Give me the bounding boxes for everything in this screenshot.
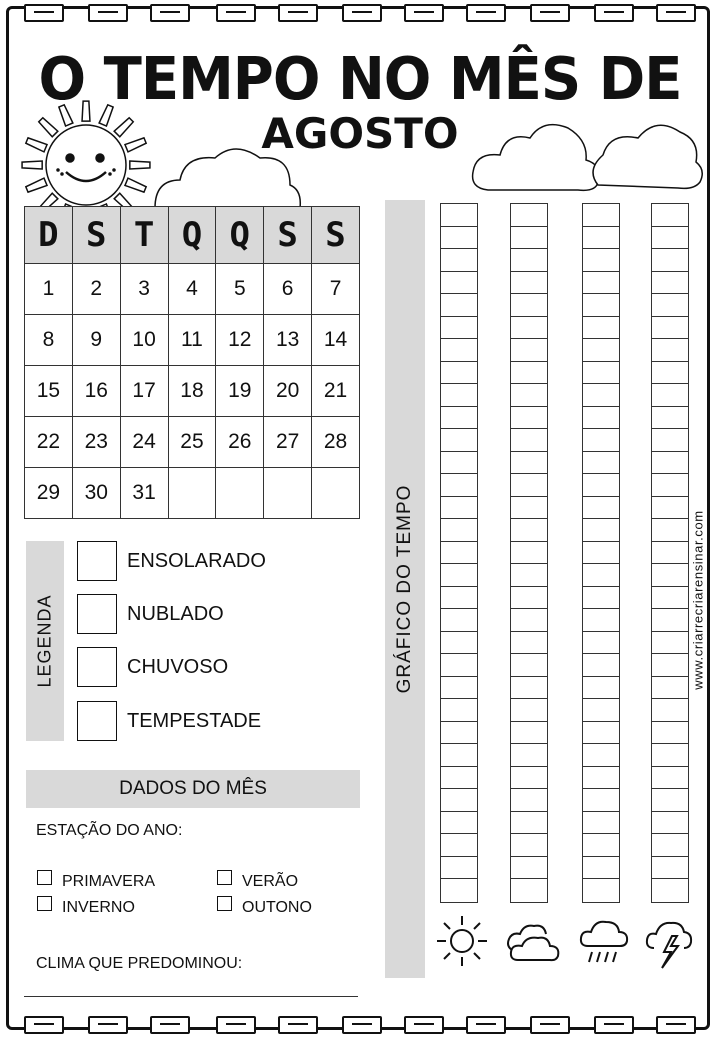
graph-cell[interactable] <box>583 474 619 497</box>
graph-cell[interactable] <box>583 519 619 542</box>
graph-cell[interactable] <box>441 542 477 565</box>
graph-cell[interactable] <box>441 857 477 880</box>
graph-cell[interactable] <box>652 519 688 542</box>
outono-label: OUTONO <box>242 899 312 916</box>
graph-cell[interactable] <box>511 407 547 430</box>
calendar-day-cell[interactable]: 23 <box>72 417 120 468</box>
graph-cell[interactable] <box>441 272 477 295</box>
graph-cell[interactable] <box>583 767 619 790</box>
graph-cell[interactable] <box>652 317 688 340</box>
calendar-day-cell[interactable]: 12 <box>216 315 264 366</box>
legend-label: TEMPESTADE <box>127 710 262 732</box>
graph-column-cloud <box>510 203 548 903</box>
graph-cell[interactable] <box>511 227 547 250</box>
binder-clip <box>24 4 64 22</box>
graph-cell[interactable] <box>652 879 688 902</box>
website-watermark: www.criarrecriarensinar.com <box>690 510 706 690</box>
graph-cell[interactable] <box>511 339 547 362</box>
graph-cell[interactable] <box>511 744 547 767</box>
calendar-day-cell[interactable]: 26 <box>216 417 264 468</box>
weekday-header: Q <box>168 207 216 264</box>
graph-cell[interactable] <box>583 452 619 475</box>
graph-cell[interactable] <box>441 339 477 362</box>
calendar-day-cell[interactable]: 22 <box>25 417 73 468</box>
calendar-day-cell[interactable]: 24 <box>120 417 168 468</box>
graph-cell[interactable] <box>583 542 619 565</box>
graph-cell[interactable] <box>441 654 477 677</box>
graph-cell[interactable] <box>652 677 688 700</box>
calendar-day-cell[interactable]: 15 <box>25 366 73 417</box>
graph-cell[interactable] <box>441 497 477 520</box>
page-title: O TEMPO NO MÊS DE <box>38 45 682 114</box>
graph-cell[interactable] <box>583 789 619 812</box>
graph-cell[interactable] <box>511 564 547 587</box>
graph-cell[interactable] <box>583 587 619 610</box>
calendar-week-row <box>25 315 360 366</box>
graph-cell[interactable] <box>652 362 688 385</box>
binder-clip <box>404 1016 444 1034</box>
graph-cell[interactable] <box>583 699 619 722</box>
graph-cell[interactable] <box>441 227 477 250</box>
verao-checkbox[interactable] <box>217 870 232 885</box>
binder-clip <box>656 4 696 22</box>
graph-column-rain <box>582 203 620 903</box>
calendar-week-row <box>25 468 360 519</box>
binder-clip <box>530 4 570 22</box>
graph-cell[interactable] <box>583 879 619 902</box>
graph-column-storm <box>651 203 689 903</box>
graph-cell[interactable] <box>583 249 619 272</box>
graph-cell[interactable] <box>511 497 547 520</box>
primavera-label: PRIMAVERA <box>62 873 156 890</box>
graph-cell[interactable] <box>583 384 619 407</box>
calendar-day-cell[interactable]: 5 <box>216 264 264 315</box>
graph-cell[interactable] <box>441 722 477 745</box>
binder-clip <box>150 4 190 22</box>
legend-color-box[interactable] <box>77 647 117 687</box>
graph-cell[interactable] <box>441 744 477 767</box>
graph-cell[interactable] <box>583 722 619 745</box>
graph-cell[interactable] <box>441 632 477 655</box>
graph-cell[interactable] <box>511 834 547 857</box>
graph-cell[interactable] <box>441 767 477 790</box>
calendar-day-cell[interactable] <box>168 468 216 519</box>
calendar-week-row <box>25 264 360 315</box>
outono-checkbox[interactable] <box>217 896 232 911</box>
graph-cell[interactable] <box>583 227 619 250</box>
calendar-day-cell[interactable]: 10 <box>120 315 168 366</box>
calendar-day-cell[interactable]: 30 <box>72 468 120 519</box>
calendar-day-cell[interactable]: 28 <box>312 417 360 468</box>
graph-cell[interactable] <box>511 452 547 475</box>
legend-color-box[interactable] <box>77 701 117 741</box>
calendar-day-cell[interactable]: 20 <box>264 366 312 417</box>
graph-cell[interactable] <box>652 564 688 587</box>
binder-clip <box>530 1016 570 1034</box>
calendar-week-row <box>25 417 360 468</box>
graph-cell[interactable] <box>441 879 477 902</box>
graph-column-sun <box>440 203 478 903</box>
graph-cell[interactable] <box>441 677 477 700</box>
graph-cell[interactable] <box>583 294 619 317</box>
calendar-day-cell[interactable]: 25 <box>168 417 216 468</box>
graph-cell[interactable] <box>583 339 619 362</box>
binder-clip <box>342 4 382 22</box>
graph-cell[interactable] <box>441 362 477 385</box>
legend-color-box[interactable] <box>77 541 117 581</box>
graph-cell[interactable] <box>583 429 619 452</box>
graph-cell[interactable] <box>441 249 477 272</box>
graph-cell[interactable] <box>511 587 547 610</box>
calendar-day-cell[interactable]: 6 <box>264 264 312 315</box>
graph-cell[interactable] <box>583 632 619 655</box>
graph-cell[interactable] <box>441 384 477 407</box>
calendar-day-cell[interactable]: 14 <box>312 315 360 366</box>
graph-cell[interactable] <box>652 204 688 227</box>
inverno-checkbox[interactable] <box>37 896 52 911</box>
binder-clip <box>216 1016 256 1034</box>
estacao-label: ESTAÇÃO DO ANO: <box>36 822 183 839</box>
graph-cell[interactable] <box>583 317 619 340</box>
calendar-day-cell[interactable]: 16 <box>72 366 120 417</box>
weekday-header: Q <box>216 207 264 264</box>
calendar-day-cell[interactable]: 13 <box>264 315 312 366</box>
graph-cell[interactable] <box>652 857 688 880</box>
weekday-header: T <box>120 207 168 264</box>
legend-color-box[interactable] <box>77 594 117 634</box>
graph-cell[interactable] <box>511 519 547 542</box>
graph-cell[interactable] <box>652 587 688 610</box>
calendar-week-row <box>25 366 360 417</box>
graph-cell[interactable] <box>652 744 688 767</box>
graph-cell[interactable] <box>583 362 619 385</box>
storm-icon <box>644 914 694 972</box>
calendar-day-cell[interactable]: 21 <box>312 366 360 417</box>
calendar-day-cell[interactable]: 4 <box>168 264 216 315</box>
graph-cell[interactable] <box>583 204 619 227</box>
calendar-day-cell[interactable]: 8 <box>25 315 73 366</box>
graph-cell[interactable] <box>441 587 477 610</box>
graph-cell[interactable] <box>652 227 688 250</box>
graph-cell[interactable] <box>441 812 477 835</box>
graph-cell[interactable] <box>652 249 688 272</box>
sun-icon <box>434 912 492 970</box>
graph-cell[interactable] <box>441 564 477 587</box>
graph-cell[interactable] <box>652 407 688 430</box>
graph-cell[interactable] <box>652 632 688 655</box>
calendar-day-cell[interactable]: 29 <box>25 468 73 519</box>
legend-title: LEGENDA <box>34 594 55 688</box>
graph-cell[interactable] <box>652 767 688 790</box>
graph-cell[interactable] <box>441 429 477 452</box>
binder-clip <box>216 4 256 22</box>
graph-cell[interactable] <box>652 812 688 835</box>
graph-cell[interactable] <box>511 204 547 227</box>
graph-cell[interactable] <box>652 294 688 317</box>
graph-cell[interactable] <box>583 654 619 677</box>
graph-cell[interactable] <box>511 272 547 295</box>
calendar-day-cell[interactable]: 7 <box>312 264 360 315</box>
calendar-day-cell[interactable]: 17 <box>120 366 168 417</box>
graph-cell[interactable] <box>511 317 547 340</box>
cloud-icon <box>504 916 562 966</box>
calendar-day-cell[interactable]: 31 <box>120 468 168 519</box>
graph-cell[interactable] <box>511 699 547 722</box>
graph-cell[interactable] <box>511 722 547 745</box>
graph-cell[interactable] <box>441 317 477 340</box>
graph-cell[interactable] <box>583 609 619 632</box>
graph-cell[interactable] <box>441 407 477 430</box>
calendar-day-cell[interactable]: 27 <box>264 417 312 468</box>
graph-cell[interactable] <box>652 654 688 677</box>
graph-cell[interactable] <box>511 632 547 655</box>
graph-cell[interactable] <box>511 812 547 835</box>
graph-cell[interactable] <box>441 789 477 812</box>
graph-cell[interactable] <box>583 812 619 835</box>
graph-title: GRÁFICO DO TEMPO <box>394 484 415 694</box>
graph-cell[interactable] <box>652 339 688 362</box>
binder-clip <box>278 1016 318 1034</box>
graph-cell[interactable] <box>652 272 688 295</box>
graph-cell[interactable] <box>583 497 619 520</box>
binder-clip <box>88 4 128 22</box>
binder-clip <box>342 1016 382 1034</box>
calendar-day-cell[interactable]: 9 <box>72 315 120 366</box>
binder-clip <box>24 1016 64 1034</box>
graph-cell[interactable] <box>652 452 688 475</box>
binder-clip <box>88 1016 128 1034</box>
binder-clip <box>466 1016 506 1034</box>
binder-clip <box>594 1016 634 1034</box>
legend-bar <box>26 541 64 741</box>
primavera-checkbox[interactable] <box>37 870 52 885</box>
calendar-day-cell[interactable]: 18 <box>168 366 216 417</box>
calendar-day-cell[interactable]: 3 <box>120 264 168 315</box>
graph-cell[interactable] <box>511 677 547 700</box>
graph-cell[interactable] <box>511 249 547 272</box>
graph-cell[interactable] <box>511 384 547 407</box>
graph-cell[interactable] <box>511 542 547 565</box>
graph-cell[interactable] <box>652 384 688 407</box>
weekday-header: S <box>72 207 120 264</box>
graph-cell[interactable] <box>441 699 477 722</box>
graph-cell[interactable] <box>583 407 619 430</box>
calendar-table <box>24 206 360 519</box>
graph-cell[interactable] <box>583 744 619 767</box>
graph-cell[interactable] <box>583 677 619 700</box>
graph-cell[interactable] <box>441 452 477 475</box>
graph-cell[interactable] <box>441 834 477 857</box>
binder-clip <box>404 4 444 22</box>
graph-cell[interactable] <box>511 654 547 677</box>
weekday-header: S <box>312 207 360 264</box>
calendar-day-cell[interactable]: 2 <box>72 264 120 315</box>
binder-clip <box>466 4 506 22</box>
graph-cell[interactable] <box>511 362 547 385</box>
graph-cell[interactable] <box>652 834 688 857</box>
month-title: AGOSTO <box>261 109 459 158</box>
graph-cell[interactable] <box>652 699 688 722</box>
binder-clip <box>594 4 634 22</box>
graph-cell[interactable] <box>441 294 477 317</box>
graph-cell[interactable] <box>441 474 477 497</box>
legend-label: ENSOLARADO <box>127 550 266 572</box>
calendar-day-cell[interactable] <box>264 468 312 519</box>
verao-label: VERÃO <box>242 873 299 890</box>
calendar-day-cell[interactable]: 19 <box>216 366 264 417</box>
graph-cell[interactable] <box>441 519 477 542</box>
graph-cell[interactable] <box>652 789 688 812</box>
graph-cell[interactable] <box>511 294 547 317</box>
calendar-day-cell[interactable] <box>216 468 264 519</box>
graph-cell[interactable] <box>511 767 547 790</box>
calendar-day-cell[interactable]: 1 <box>25 264 73 315</box>
dados-title: DADOS DO MÊS <box>26 770 360 808</box>
graph-cell[interactable] <box>441 204 477 227</box>
calendar-day-cell[interactable]: 11 <box>168 315 216 366</box>
graph-bar <box>385 200 425 978</box>
inverno-label: INVERNO <box>62 899 135 916</box>
graph-cell[interactable] <box>511 789 547 812</box>
graph-cell[interactable] <box>511 609 547 632</box>
graph-cell[interactable] <box>652 474 688 497</box>
graph-cell[interactable] <box>583 564 619 587</box>
weekday-header: D <box>25 207 73 264</box>
weekday-header: S <box>264 207 312 264</box>
graph-cell[interactable] <box>583 272 619 295</box>
graph-cell[interactable] <box>511 474 547 497</box>
rain-icon <box>578 914 630 970</box>
graph-cell[interactable] <box>652 542 688 565</box>
graph-cell[interactable] <box>652 429 688 452</box>
calendar-day-cell[interactable] <box>312 468 360 519</box>
graph-cell[interactable] <box>583 857 619 880</box>
legend-label: NUBLADO <box>127 603 224 625</box>
clima-label: CLIMA QUE PREDOMINOU: <box>36 955 243 972</box>
graph-cell[interactable] <box>583 834 619 857</box>
graph-cell[interactable] <box>652 609 688 632</box>
graph-cell[interactable] <box>441 609 477 632</box>
binder-clip <box>150 1016 190 1034</box>
binder-clip <box>656 1016 696 1034</box>
graph-cell[interactable] <box>511 879 547 902</box>
graph-cell[interactable] <box>652 497 688 520</box>
graph-cell[interactable] <box>652 722 688 745</box>
graph-cell[interactable] <box>511 429 547 452</box>
legend-label: CHUVOSO <box>127 656 229 678</box>
graph-cell[interactable] <box>511 857 547 880</box>
clima-answer-line[interactable] <box>24 996 358 997</box>
binder-clip <box>278 4 318 22</box>
